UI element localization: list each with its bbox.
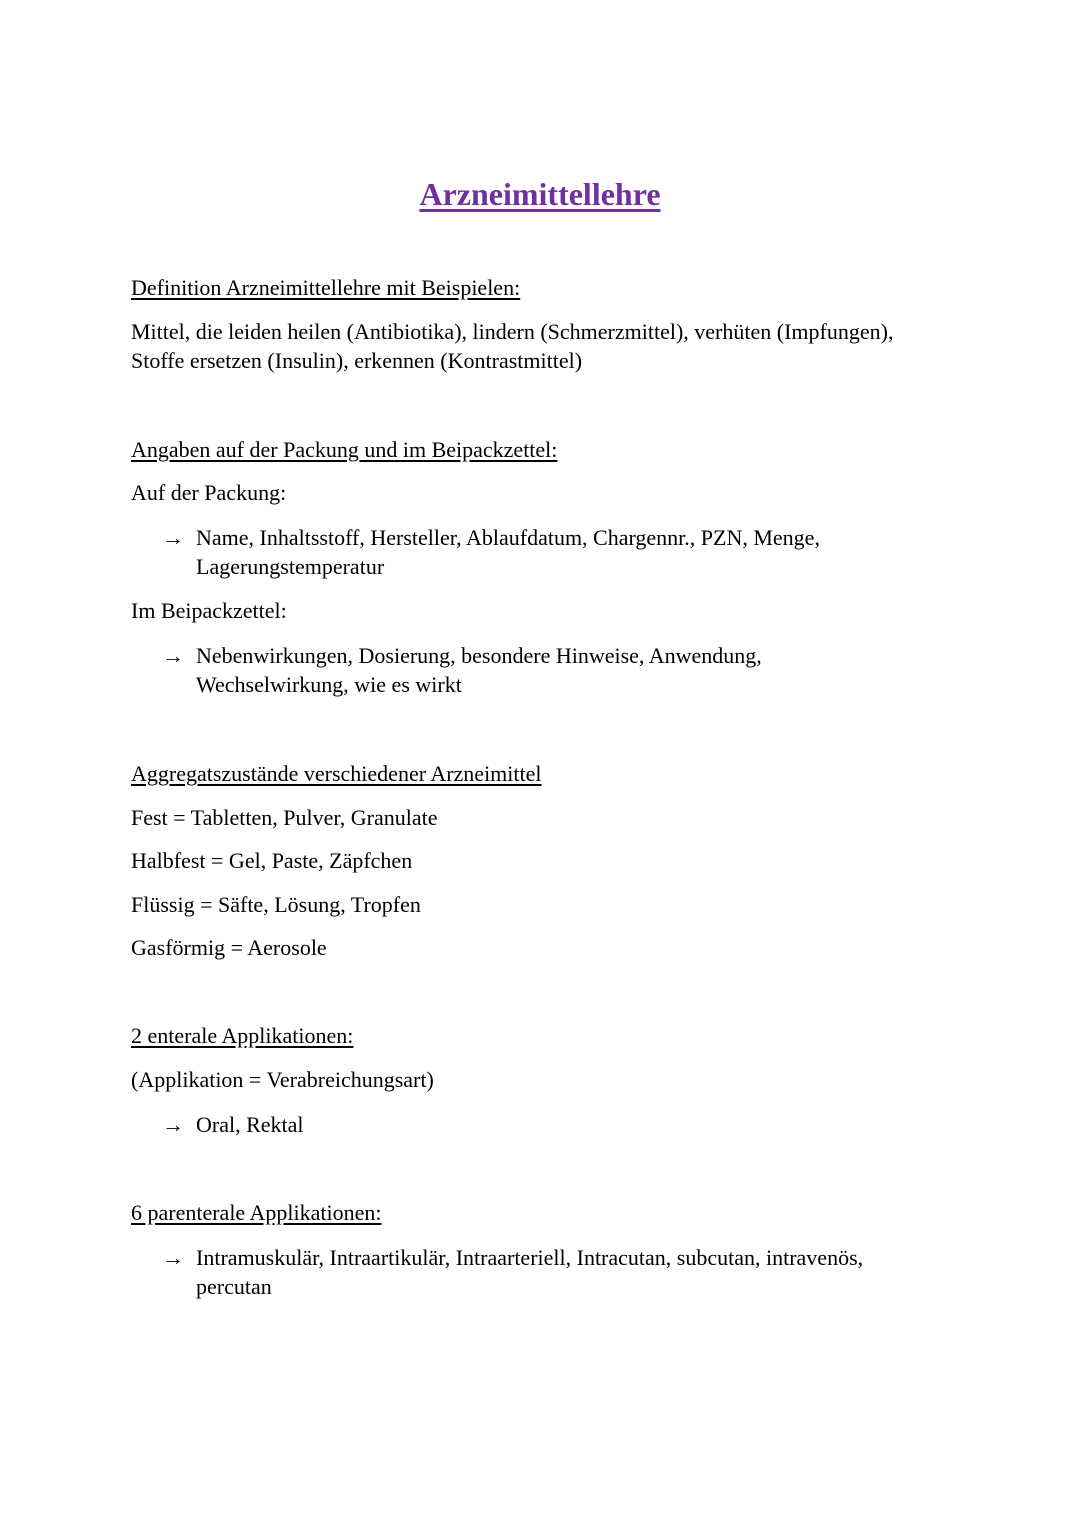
- state-line-liquid: Flüssig = Säfte, Lösung, Tropfen: [131, 892, 421, 917]
- definition-text-line-1: Mittel, die leiden heilen (Antibiotika), lindern (Schmerzmittel), verhüten (Impfungen),: [131, 319, 894, 344]
- enteral-items-text: Oral, Rektal: [196, 1112, 304, 1137]
- arrow-right-icon: →: [162, 525, 184, 550]
- section-heading-packaging: Angaben auf der Packung und im Beipackzettel:: [131, 437, 558, 462]
- parenteral-items-line-1: Intramuskulär, Intraartikulär, Intraarteriell, Intracutan, subcutan, intravenös,: [196, 1245, 864, 1270]
- arrow-right-icon: →: [162, 1245, 184, 1270]
- state-line-gaseous: Gasförmig = Aerosole: [131, 935, 327, 960]
- arrow-right-icon: →: [162, 643, 184, 668]
- leaflet-label: Im Beipackzettel:: [131, 598, 287, 623]
- leaflet-items-line-2: Wechselwirkung, wie es wirkt: [196, 672, 462, 697]
- package-label: Auf der Packung:: [131, 480, 287, 505]
- arrow-right-icon: →: [162, 1112, 184, 1137]
- package-items-line-2: Lagerungstemperatur: [196, 554, 385, 579]
- definition-text-line-2: Stoffe ersetzen (Insulin), erkennen (Kontrastmittel): [131, 348, 583, 373]
- page-title: Arzneimittellehre: [419, 176, 661, 212]
- state-line-semisolid: Halbfest = Gel, Paste, Zäpfchen: [131, 848, 413, 873]
- parenteral-items-line-2: percutan: [196, 1274, 272, 1299]
- section-heading-enteral: 2 enterale Applikationen:: [131, 1023, 354, 1048]
- enteral-note: (Applikation = Verabreichungsart): [131, 1067, 434, 1092]
- package-items-line-1: Name, Inhaltsstoff, Hersteller, Ablaufdatum, Chargennr., PZN, Menge,: [196, 525, 820, 550]
- state-line-solid: Fest = Tabletten, Pulver, Granulate: [131, 805, 438, 830]
- section-heading-states: Aggregatszustände verschiedener Arzneimittel: [131, 761, 542, 786]
- section-heading-parenteral: 6 parenterale Applikationen:: [131, 1200, 382, 1225]
- leaflet-items-line-1: Nebenwirkungen, Dosierung, besondere Hinweise, Anwendung,: [196, 643, 762, 668]
- section-heading-definition: Definition Arzneimittellehre mit Beispielen:: [131, 275, 521, 300]
